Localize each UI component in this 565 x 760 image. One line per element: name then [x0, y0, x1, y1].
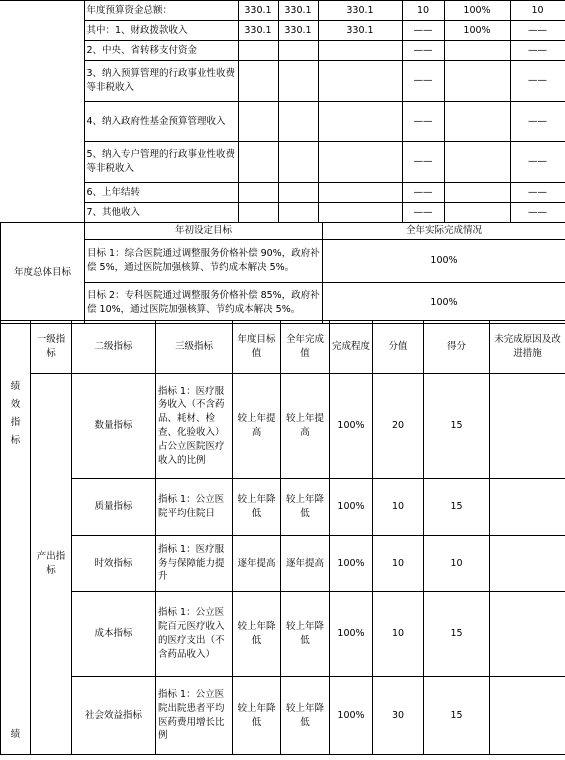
- budget-row: [0, 183, 565, 203]
- budget-cell-c: 330.1: [318, 21, 402, 41]
- budget-cell-a: [238, 61, 278, 102]
- budget-cell-c: [318, 102, 402, 142]
- budget-side-blank: [0, 1, 84, 21]
- actual-value: 逐年提高: [281, 536, 330, 592]
- goals-header-right: 全年实际完成情况: [323, 223, 565, 240]
- goal-1-actual: 100%: [323, 240, 565, 283]
- budget-cell-e: [444, 203, 510, 223]
- perf-side-bottom-char: 绩: [10, 729, 21, 741]
- budget-cell-e: [444, 102, 510, 142]
- budget-cell-d: ——: [402, 183, 444, 203]
- perf-side-top: [1, 321, 31, 374]
- got-score: 15: [424, 374, 490, 479]
- budget-cell-e: [444, 61, 510, 102]
- goals-header-left: 年初设定目标: [85, 223, 323, 240]
- budget-cell-d: ——: [402, 21, 444, 41]
- header-degree: 完成程度: [330, 321, 373, 374]
- budget-cell-a: [238, 41, 278, 61]
- score-value: 10: [373, 479, 424, 536]
- budget-cell-b: [278, 203, 318, 223]
- budget-cell-e: [444, 142, 510, 183]
- actual-value: 较上年降低: [281, 677, 330, 755]
- budget-cell-e: [444, 183, 510, 203]
- budget-cell-d: ——: [402, 142, 444, 183]
- got-score: 15: [424, 592, 490, 677]
- actual-value: 较上年降低: [281, 479, 330, 536]
- budget-cell-c: [318, 142, 402, 183]
- perf-side-char: 指: [10, 416, 21, 428]
- level2-indicator: 时效指标: [72, 536, 156, 592]
- budget-cell-a: [238, 142, 278, 183]
- completion-degree: 100%: [330, 374, 373, 479]
- actual-value: 较上年降低: [281, 592, 330, 677]
- perf-body: [1, 374, 565, 755]
- budget-cell-c: [318, 183, 402, 203]
- score-value: 30: [373, 677, 424, 755]
- budget-cell-f: ——: [510, 102, 565, 142]
- budget-row-label: 6、上年结转: [84, 183, 238, 203]
- budget-table: [0, 0, 565, 223]
- header-actual: 全年完成值: [281, 321, 330, 374]
- header-reason: 未完成原因及改进措施: [490, 321, 565, 374]
- budget-cell-c: [318, 203, 402, 223]
- budget-cell-a: [238, 183, 278, 203]
- budget-cell-b: [278, 41, 318, 61]
- budget-cell-b: [278, 61, 318, 102]
- goals-row-label: 年度总体目标: [1, 223, 85, 324]
- table-row: [1, 374, 565, 479]
- budget-cell-c: [318, 61, 402, 102]
- perf-side-label: [1, 374, 31, 755]
- budget-cell-a: 330.1: [238, 21, 278, 41]
- budget-body: [0, 1, 565, 223]
- level3-indicator: 指标 1：公立医院百元医疗收入的医疗支出（不含药品收入）: [156, 592, 233, 677]
- budget-cell-d: ——: [402, 203, 444, 223]
- budget-row-label: 2、中央、省转移支付资金: [84, 41, 238, 61]
- budget-cell-b: 330.1: [278, 21, 318, 41]
- budget-cell-e: 100%: [444, 1, 510, 21]
- budget-cell-d: ——: [402, 41, 444, 61]
- header-level2: 二级指标: [72, 321, 156, 374]
- budget-side-blank: [0, 41, 84, 61]
- got-score: 15: [424, 479, 490, 536]
- target-value: 逐年提高: [233, 536, 281, 592]
- budget-cell-a: [238, 203, 278, 223]
- budget-cell-b: [278, 142, 318, 183]
- budget-row: [0, 41, 565, 61]
- goal-2-text: 目标 2：专科医院通过调整服务价格补偿 85%，政府补偿 10%，通过医院加强核算、节约成本解决 5%。: [85, 283, 323, 324]
- perf-table: [0, 320, 565, 755]
- budget-cell-d: ——: [402, 61, 444, 102]
- target-value: 较上年降低: [233, 677, 281, 755]
- budget-row-label: 其中：1、财政拨款收入: [84, 21, 238, 41]
- budget-row-label: 年度预算资金总额：: [84, 1, 238, 21]
- level3-indicator: 指标 1：公立医院出院患者平均医药费用增长比例: [156, 677, 233, 755]
- budget-row-label: 7、其他收入: [84, 203, 238, 223]
- reason-cell: [490, 677, 565, 755]
- budget-cell-f: ——: [510, 21, 565, 41]
- budget-side-blank: [0, 142, 84, 183]
- budget-cell-c: 330.1: [318, 1, 402, 21]
- goal-2-actual: 100%: [323, 283, 565, 324]
- perf-side-char: 效: [10, 398, 21, 410]
- completion-degree: 100%: [330, 479, 373, 536]
- level2-indicator: 质量指标: [72, 479, 156, 536]
- budget-cell-f: 10: [510, 1, 565, 21]
- goals-table: [0, 222, 565, 324]
- table-row: [1, 479, 565, 536]
- budget-cell-f: ——: [510, 183, 565, 203]
- budget-row: [0, 203, 565, 223]
- budget-cell-b: [278, 102, 318, 142]
- perf-side-char: 标: [10, 434, 21, 446]
- perf-side-char: 绩: [10, 380, 21, 392]
- budget-side-blank: [0, 21, 84, 41]
- level2-indicator: 成本指标: [72, 592, 156, 677]
- reason-cell: [490, 592, 565, 677]
- budget-row-label: 5、纳入专户管理的行政事业性收费等非税收入: [84, 142, 238, 183]
- target-value: 较上年降低: [233, 592, 281, 677]
- budget-cell-a: 330.1: [238, 1, 278, 21]
- table-row: [1, 536, 565, 592]
- reason-cell: [490, 536, 565, 592]
- score-value: 10: [373, 592, 424, 677]
- table-row: [1, 592, 565, 677]
- budget-cell-a: [238, 102, 278, 142]
- budget-row: [0, 61, 565, 102]
- budget-row-label: 4、纳入政府性基金预算管理收入: [84, 102, 238, 142]
- header-level1: 一级指标: [31, 321, 72, 374]
- budget-cell-e: [444, 41, 510, 61]
- budget-cell-c: [318, 41, 402, 61]
- level3-indicator: 指标 1：医疗服务与保障能力提升: [156, 536, 233, 592]
- budget-cell-b: [278, 183, 318, 203]
- got-score: 15: [424, 677, 490, 755]
- budget-cell-f: ——: [510, 142, 565, 183]
- budget-cell-e: 100%: [444, 21, 510, 41]
- budget-side-blank: [0, 183, 84, 203]
- reason-cell: [490, 374, 565, 479]
- score-value: 20: [373, 374, 424, 479]
- budget-side-blank: [0, 102, 84, 142]
- budget-cell-f: ——: [510, 203, 565, 223]
- completion-degree: 100%: [330, 677, 373, 755]
- got-score: 10: [424, 536, 490, 592]
- level2-indicator: 数量指标: [72, 374, 156, 479]
- target-value: 较上年降低: [233, 479, 281, 536]
- budget-side-blank: [0, 203, 84, 223]
- budget-cell-f: ——: [510, 61, 565, 102]
- level2-indicator: 社会效益指标: [72, 677, 156, 755]
- budget-side-blank: [0, 61, 84, 102]
- actual-value: 较上年提高: [281, 374, 330, 479]
- completion-degree: 100%: [330, 592, 373, 677]
- budget-row: [0, 21, 565, 41]
- reason-cell: [490, 479, 565, 536]
- budget-cell-d: ——: [402, 102, 444, 142]
- budget-cell-d: 10: [402, 1, 444, 21]
- level1-indicator: 产出指标: [31, 374, 72, 755]
- header-score: 分值: [373, 321, 424, 374]
- level3-indicator: 指标 1：医疗服务收入（不含药品、耗材、检查、化验收入）占公立医院医疗收入的比例: [156, 374, 233, 479]
- budget-cell-b: 330.1: [278, 1, 318, 21]
- level3-indicator: 指标 1：公立医院平均住院日: [156, 479, 233, 536]
- table-row: [1, 677, 565, 755]
- budget-row: [0, 142, 565, 183]
- budget-row: [0, 1, 565, 21]
- header-target: 年度目标值: [233, 321, 281, 374]
- score-value: 10: [373, 536, 424, 592]
- target-value: 较上年提高: [233, 374, 281, 479]
- goal-1-text: 目标 1：综合医院通过调整服务价格补偿 90%，政府补偿 5%，通过医院加强核算、节约成本解决 5%。: [85, 240, 323, 283]
- budget-cell-f: ——: [510, 41, 565, 61]
- completion-degree: 100%: [330, 536, 373, 592]
- budget-row-label: 3、纳入预算管理的行政事业性收费等非税收入: [84, 61, 238, 102]
- budget-row: [0, 102, 565, 142]
- header-level3: 三级指标: [156, 321, 233, 374]
- header-got: 得分: [424, 321, 490, 374]
